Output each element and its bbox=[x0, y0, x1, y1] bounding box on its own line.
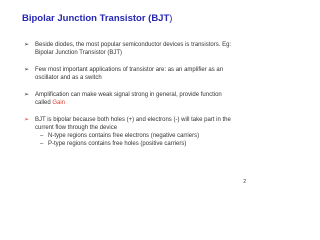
bullet-text bbox=[35, 91, 245, 107]
sub-bullet-text: P-type regions contains free holes (positive carriers) bbox=[48, 141, 187, 147]
slide-title-suffix: ) bbox=[169, 13, 173, 24]
sub-bullet-item bbox=[40, 140, 186, 148]
bullet-text bbox=[35, 41, 245, 57]
bullet-line: Few most important applications of transistor are: as an amplifier as an bbox=[35, 67, 224, 73]
slide-title-main: Bipolar Junction Transistor (BJT bbox=[22, 13, 170, 24]
bullet-line: current flow through the device bbox=[35, 125, 118, 131]
dash-bullet-icon: – bbox=[40, 133, 44, 139]
arrow-bullet-icon: ➢ bbox=[24, 117, 30, 123]
bullet-line-prefix: called bbox=[35, 100, 53, 106]
bullet-line: oscillator and as a switch bbox=[35, 75, 102, 81]
bullet-line: Bipolar Junction Transistor (BJT) bbox=[35, 50, 123, 56]
bullet-line bbox=[35, 99, 245, 107]
gain-term: Gain bbox=[52, 100, 66, 106]
arrow-bullet-icon: ➢ bbox=[24, 67, 30, 73]
arrow-bullet-icon: ➢ bbox=[24, 42, 30, 48]
page-number: 2 bbox=[243, 179, 246, 185]
bullet-line: BJT is bipolar because both holes (+) and electrons (-) will take part in the bbox=[35, 117, 231, 123]
slide-title bbox=[22, 13, 172, 25]
bullet-line: Beside diodes, the most popular semiconductor devices is transistors. Eg: bbox=[35, 42, 232, 48]
sub-bullet-text: N-type regions contains free electrons (negative carriers) bbox=[48, 133, 200, 139]
sub-bullet-item bbox=[40, 132, 199, 140]
dash-bullet-icon: – bbox=[40, 141, 44, 147]
arrow-bullet-icon: ➢ bbox=[24, 92, 30, 98]
bullet-text bbox=[35, 116, 245, 132]
bullet-text bbox=[35, 66, 245, 82]
bullet-line: Amplification can make weak signal strong in general, provide function bbox=[35, 92, 222, 98]
